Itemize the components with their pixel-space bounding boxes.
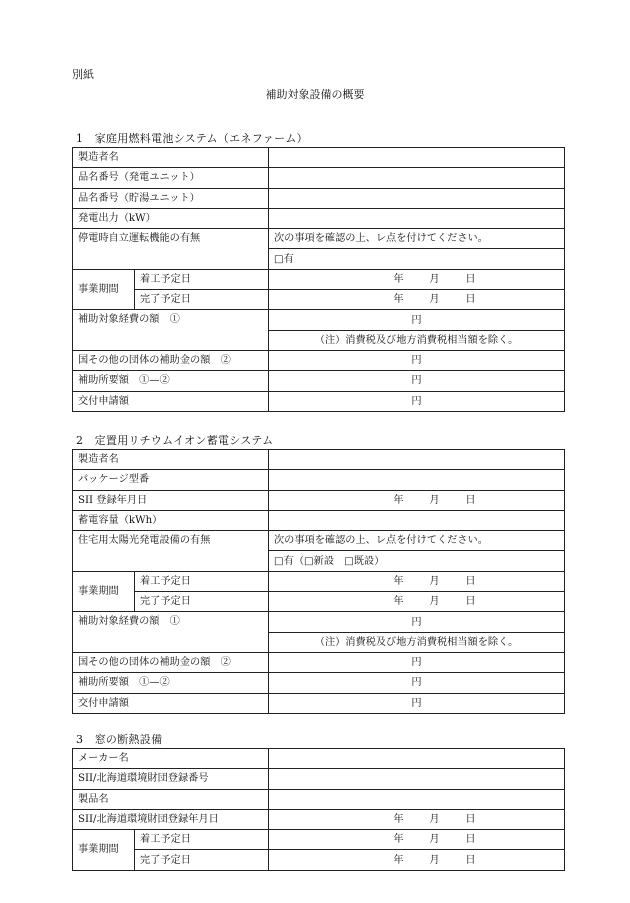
label-maker: 製造者名 — [73, 450, 269, 470]
input-maker[interactable] — [269, 148, 565, 168]
label-product: 製品名 — [73, 789, 269, 809]
label-product-tank: 品名番号（貯湯ユニット） — [73, 188, 269, 208]
day-unit: 日 — [465, 596, 476, 608]
label-period: 事業期間 — [73, 830, 135, 871]
check-instruction: 次の事項を確認の上、レ点を付けてください。 — [269, 229, 565, 249]
label-sii-date: SII 登録年月日 — [73, 490, 269, 510]
input-cost[interactable]: 円 — [269, 612, 565, 632]
check-instruction: 次の事項を確認の上、レ点を付けてください。 — [269, 531, 565, 551]
year-unit: 年 — [393, 494, 404, 506]
input-product[interactable] — [269, 789, 565, 809]
month-unit: 月 — [429, 596, 440, 608]
label-end: 完了予定日 — [135, 850, 269, 870]
input-start-date[interactable] — [269, 830, 565, 850]
label-product-gen: 品名番号（発電ユニット） — [73, 168, 269, 188]
input-subsidy-other[interactable]: 円 — [269, 350, 565, 370]
input-start-date[interactable] — [269, 269, 565, 289]
year-unit: 年 — [393, 854, 404, 866]
label-output: 発電出力（kW） — [73, 208, 269, 228]
label-package: パッケージ型番 — [73, 470, 269, 490]
input-output[interactable] — [269, 208, 565, 228]
section1-heading: 1 家庭用燃料電池システム（エネファーム） — [76, 132, 308, 145]
input-end-date[interactable] — [269, 592, 565, 612]
month-unit: 月 — [429, 294, 440, 306]
input-reg-no[interactable] — [269, 769, 565, 789]
input-sii-date[interactable] — [269, 490, 565, 510]
input-capacity[interactable] — [269, 510, 565, 530]
label-outage: 停電時自立運転機能の有無 — [73, 229, 269, 270]
label-solar: 住宅用太陽光発電設備の有無 — [73, 531, 269, 572]
label-required: 補助所要額 ①—② — [73, 673, 269, 693]
day-unit: 日 — [465, 854, 476, 866]
label-subsidy-other: 国その他の団体の補助金の額 ② — [73, 350, 269, 370]
label-cost: 補助対象経費の額 ① — [73, 310, 269, 351]
label-period: 事業期間 — [73, 269, 135, 310]
label-capacity: 蓄電容量（kWh） — [73, 510, 269, 530]
month-unit: 月 — [429, 854, 440, 866]
label-end: 完了予定日 — [135, 592, 269, 612]
label-start: 着工予定日 — [135, 830, 269, 850]
year-unit: 年 — [393, 814, 404, 826]
input-cost[interactable]: 円 — [269, 310, 565, 330]
year-unit: 年 — [393, 834, 404, 846]
day-unit: 日 — [465, 494, 476, 506]
page-title: 補助対象設備の概要 — [265, 88, 365, 101]
year-unit: 年 — [393, 596, 404, 608]
input-product-gen[interactable] — [269, 168, 565, 188]
section1-table — [72, 147, 565, 412]
month-unit: 月 — [429, 273, 440, 285]
input-maker[interactable] — [269, 749, 565, 769]
day-unit: 日 — [465, 273, 476, 285]
label-cost: 補助対象経費の額 ① — [73, 612, 269, 653]
month-unit: 月 — [429, 834, 440, 846]
attachment-label: 別紙 — [72, 68, 94, 81]
checkbox-outage[interactable]: □有 — [269, 249, 565, 269]
input-apply[interactable]: 円 — [269, 693, 565, 713]
month-unit: 月 — [429, 494, 440, 506]
input-product-tank[interactable] — [269, 188, 565, 208]
section3-heading: 3 窓の断熱設備 — [76, 733, 163, 746]
label-reg-no: SII/北海道環境財団登録番号 — [73, 769, 269, 789]
year-unit: 年 — [393, 273, 404, 285]
section2-table — [72, 449, 565, 714]
input-reg-date[interactable] — [269, 809, 565, 829]
input-required[interactable]: 円 — [269, 371, 565, 391]
month-unit: 月 — [429, 575, 440, 587]
day-unit: 日 — [465, 814, 476, 826]
label-apply: 交付申請額 — [73, 391, 269, 411]
label-reg-date: SII/北海道環境財団登録年月日 — [73, 809, 269, 829]
label-period: 事業期間 — [73, 571, 135, 612]
input-maker[interactable] — [269, 450, 565, 470]
input-package[interactable] — [269, 470, 565, 490]
section2-heading: 2 定置用リチウムイオン蓄電システム — [76, 434, 274, 447]
label-end: 完了予定日 — [135, 290, 269, 310]
label-maker: メーカー名 — [73, 749, 269, 769]
month-unit: 月 — [429, 814, 440, 826]
label-start: 着工予定日 — [135, 571, 269, 591]
day-unit: 日 — [465, 294, 476, 306]
label-start: 着工予定日 — [135, 269, 269, 289]
input-subsidy-other[interactable]: 円 — [269, 652, 565, 672]
checkbox-solar[interactable]: □有（□新設 □既設） — [269, 551, 565, 571]
input-apply[interactable]: 円 — [269, 391, 565, 411]
input-end-date[interactable] — [269, 290, 565, 310]
section3-table — [72, 748, 565, 871]
label-subsidy-other: 国その他の団体の補助金の額 ② — [73, 652, 269, 672]
tax-note: （注）消費税及び地方消費税相当額を除く。 — [269, 632, 565, 652]
input-required[interactable]: 円 — [269, 673, 565, 693]
input-start-date[interactable] — [269, 571, 565, 591]
input-end-date[interactable] — [269, 850, 565, 870]
label-apply: 交付申請額 — [73, 693, 269, 713]
year-unit: 年 — [393, 575, 404, 587]
day-unit: 日 — [465, 575, 476, 587]
label-maker: 製造者名 — [73, 148, 269, 168]
year-unit: 年 — [393, 294, 404, 306]
day-unit: 日 — [465, 834, 476, 846]
label-required: 補助所要額 ①—② — [73, 371, 269, 391]
tax-note: （注）消費税及び地方消費税相当額を除く。 — [269, 330, 565, 350]
